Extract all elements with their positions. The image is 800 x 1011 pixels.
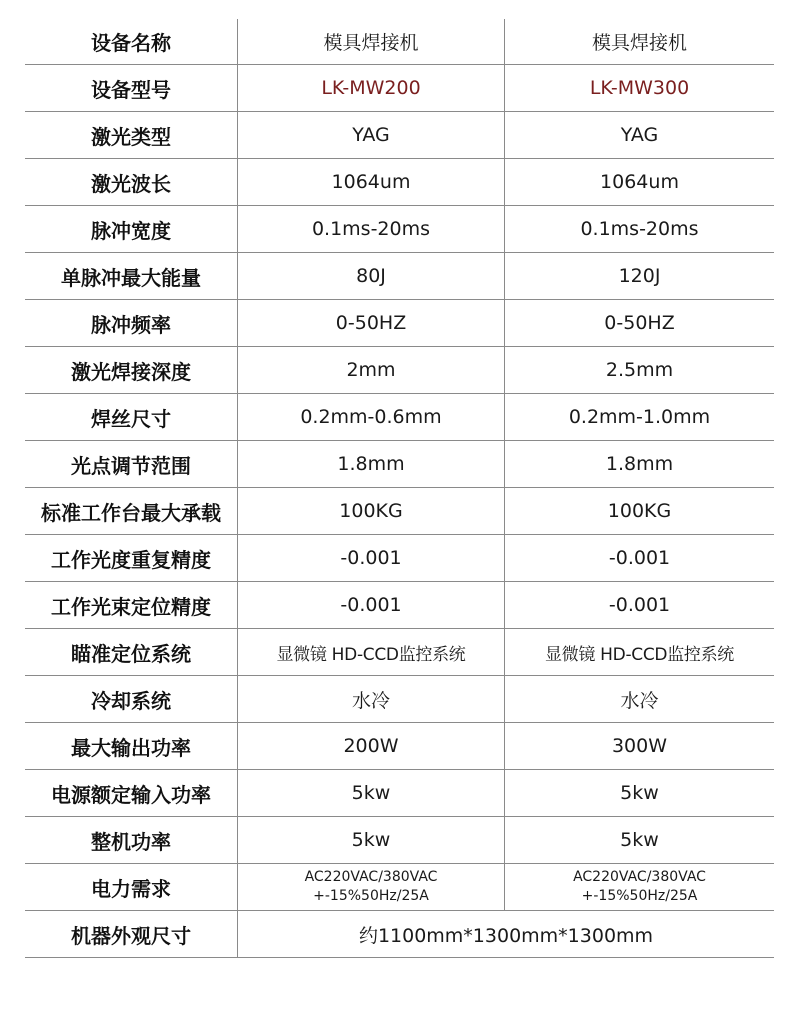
table-row	[25, 65, 774, 112]
table-row	[25, 394, 774, 441]
power-spec-line: AC220VAC/380VAC	[304, 869, 438, 885]
table-row	[25, 864, 774, 911]
value-col-1: 1064um	[238, 159, 505, 206]
table-row	[25, 206, 774, 253]
table-row	[25, 629, 774, 676]
value-col-1: 0-50HZ	[238, 300, 505, 347]
power-spec-line: AC220VAC/380VAC	[573, 869, 706, 885]
row-label: 激光焊接深度	[25, 347, 238, 394]
table-row	[25, 300, 774, 347]
power-spec-line: +-15%50Hz/25A	[313, 888, 429, 904]
value-col-2: 100KG	[505, 488, 775, 535]
row-label: 脉冲宽度	[25, 206, 238, 253]
table-row	[25, 817, 774, 864]
value-col-1: 5kw	[238, 817, 505, 864]
value-col-2: YAG	[505, 112, 775, 159]
row-label: 工作光度重复精度	[25, 535, 238, 582]
row-label: 单脉冲最大能量	[25, 253, 238, 300]
table-row	[25, 441, 774, 488]
value-col-1: YAG	[238, 112, 505, 159]
value-col-1: 5kw	[238, 770, 505, 817]
table-row	[25, 19, 774, 65]
value-col-2: 1064um	[505, 159, 775, 206]
table-row	[25, 112, 774, 159]
value-col-2: 2.5mm	[505, 347, 775, 394]
value-col-2: 5kw	[505, 770, 775, 817]
row-label: 脉冲频率	[25, 300, 238, 347]
value-col-2: 显微镜 HD-CCD监控系统	[505, 629, 775, 676]
table-row	[25, 253, 774, 300]
value-col-1: 100KG	[238, 488, 505, 535]
table-row	[25, 535, 774, 582]
value-col-2: 0.1ms-20ms	[505, 206, 775, 253]
value-col-1: 1.8mm	[238, 441, 505, 488]
value-col-2: -0.001	[505, 535, 775, 582]
power-spec-line: +-15%50Hz/25A	[581, 888, 698, 904]
row-label: 激光波长	[25, 159, 238, 206]
row-label: 瞄准定位系统	[25, 629, 238, 676]
row-label: 工作光束定位精度	[25, 582, 238, 629]
table-row	[25, 488, 774, 535]
row-label: 冷却系统	[25, 676, 238, 723]
value-col-2: 0.2mm-1.0mm	[505, 394, 775, 441]
row-label: 整机功率	[25, 817, 238, 864]
table-row	[25, 770, 774, 817]
value-col-1: 80J	[238, 253, 505, 300]
row-label: 最大输出功率	[25, 723, 238, 770]
value-col-2: 模具焊接机	[505, 19, 775, 65]
row-label: 标准工作台最大承载	[25, 488, 238, 535]
row-label: 光点调节范围	[25, 441, 238, 488]
value-col-1: 0.2mm-0.6mm	[238, 394, 505, 441]
value-col-2: 水冷	[505, 676, 775, 723]
value-col-1: 0.1ms-20ms	[238, 206, 505, 253]
table-row	[25, 582, 774, 629]
value-col-2: 0-50HZ	[505, 300, 775, 347]
value-col-2	[505, 864, 775, 911]
value-col-1	[238, 864, 505, 911]
spec-table	[25, 19, 774, 958]
table-row	[25, 676, 774, 723]
value-col-1: 水冷	[238, 676, 505, 723]
row-label: 焊丝尺寸	[25, 394, 238, 441]
row-label: 设备名称	[25, 19, 238, 65]
row-label: 激光类型	[25, 112, 238, 159]
value-col-2: -0.001	[505, 582, 775, 629]
table-row	[25, 347, 774, 394]
value-col-2: 300W	[505, 723, 775, 770]
row-label: 机器外观尺寸	[25, 911, 238, 958]
value-col-1: 200W	[238, 723, 505, 770]
value-col-1: 2mm	[238, 347, 505, 394]
merged-dimensions-value: 约1100mm*1300mm*1300mm	[238, 911, 775, 958]
table-row	[25, 723, 774, 770]
model-number-col-2: LK-MW300	[505, 65, 775, 112]
table-row	[25, 911, 774, 958]
model-number-col-1: LK-MW200	[238, 65, 505, 112]
value-col-1: 模具焊接机	[238, 19, 505, 65]
value-col-2: 5kw	[505, 817, 775, 864]
row-label: 设备型号	[25, 65, 238, 112]
value-col-1: -0.001	[238, 535, 505, 582]
value-col-1: -0.001	[238, 582, 505, 629]
value-col-1: 显微镜 HD-CCD监控系统	[238, 629, 505, 676]
row-label: 电源额定输入功率	[25, 770, 238, 817]
value-col-2: 120J	[505, 253, 775, 300]
value-col-2: 1.8mm	[505, 441, 775, 488]
table-row	[25, 159, 774, 206]
row-label: 电力需求	[25, 864, 238, 911]
